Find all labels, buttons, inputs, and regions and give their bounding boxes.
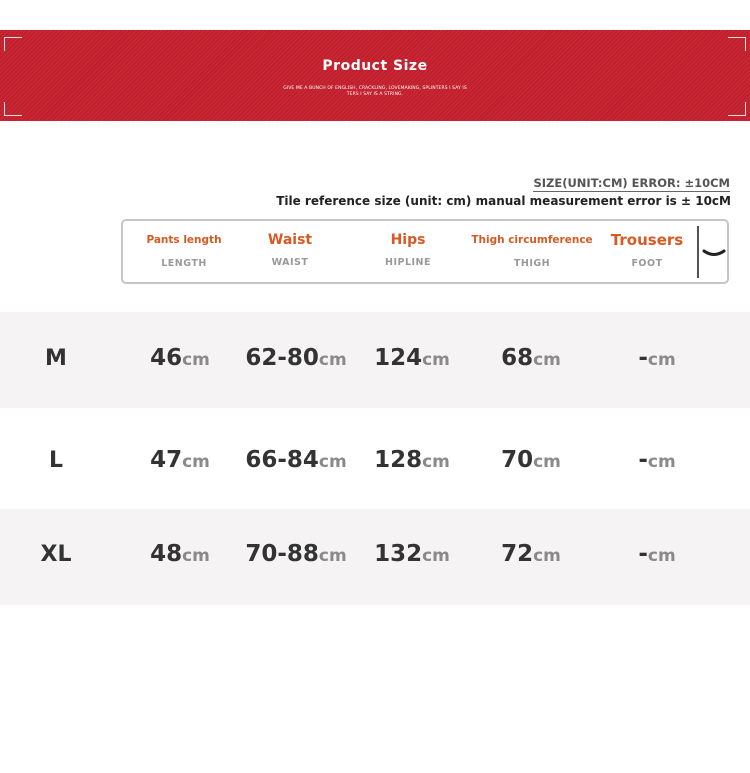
- cell-unit: cm: [318, 452, 347, 472]
- banner-subtitle-line-1: GIVE ME A BUNCH OF ENGLISH, CRACKLING, LOVEMAKING, SPLINTERS I SAY IS: [283, 86, 467, 91]
- cell-foot: [592, 541, 722, 567]
- cell-waist: [231, 345, 361, 371]
- legend-thigh-circumference: [467, 234, 597, 269]
- cell-foot: [592, 345, 722, 371]
- legend-waist: [233, 232, 347, 268]
- size-unit-note-text: SIZE(UNIT:CM) ERROR: ±10CM: [533, 176, 730, 190]
- cell-value: -: [638, 447, 648, 473]
- frame-corner-bottom-right: [728, 102, 746, 116]
- cell-hips: [347, 345, 477, 371]
- cell-foot: [592, 447, 722, 473]
- cell-waist: [231, 447, 361, 473]
- chevron-down-icon[interactable]: [702, 247, 726, 261]
- size-label: XL: [40, 542, 72, 567]
- cell-unit: cm: [318, 546, 347, 566]
- frame-corner-bottom-left: [4, 102, 22, 116]
- size-label: L: [48, 448, 64, 473]
- cell-unit: cm: [182, 546, 210, 566]
- frame-corner-top-left: [4, 37, 22, 51]
- cell-value: 128: [374, 447, 423, 473]
- legend-trousers: [597, 231, 697, 269]
- cell-value: 70: [501, 447, 534, 473]
- cell-value: 62-80: [245, 345, 319, 371]
- legend-sublabel: WAIST: [271, 257, 309, 268]
- cell-value: 132: [374, 541, 423, 567]
- size-unit-note: [400, 176, 730, 190]
- cell-unit: cm: [318, 350, 347, 370]
- cell-value: 46: [150, 345, 183, 371]
- cell-value: -: [638, 345, 648, 371]
- cell-value: -: [638, 541, 648, 567]
- cell-value: 48: [150, 541, 183, 567]
- table-row-xl: [0, 509, 750, 605]
- table-row-m: [0, 312, 750, 408]
- legend-sublabel: HIPLINE: [385, 257, 431, 268]
- cell-value: 68: [501, 345, 534, 371]
- legend-label: Pants length: [146, 234, 222, 246]
- cell-waist: [231, 541, 361, 567]
- measurement-reference-note: Tile reference size (unit: cm) manual measurement error is ± 10cM: [276, 194, 731, 208]
- cell-value: 47: [150, 447, 183, 473]
- cell-thigh: [466, 447, 596, 473]
- legend-sublabel: LENGTH: [161, 258, 207, 269]
- cell-unit: cm: [422, 546, 450, 566]
- banner-subtitle: [255, 86, 495, 98]
- cell-unit: cm: [422, 350, 450, 370]
- legend-hips: [349, 232, 467, 268]
- cell-value: 124: [374, 345, 423, 371]
- legend-label: Hips: [390, 232, 426, 248]
- banner-title: Product Size: [322, 58, 428, 74]
- size-label: M: [45, 346, 67, 371]
- cell-unit: cm: [533, 452, 561, 472]
- cell-unit: cm: [533, 546, 561, 566]
- cell-unit: cm: [533, 350, 561, 370]
- table-row-l: [0, 412, 750, 508]
- cell-value: 70-88: [245, 541, 319, 567]
- cell-length: [115, 447, 245, 473]
- legend-label: Trousers: [610, 231, 684, 249]
- legend-sublabel: FOOT: [631, 258, 663, 269]
- cell-unit: cm: [182, 452, 210, 472]
- cell-thigh: [466, 345, 596, 371]
- frame-corner-top-right: [728, 37, 746, 51]
- cell-length: [115, 541, 245, 567]
- legend-label: Waist: [267, 232, 313, 248]
- cell-length: [115, 345, 245, 371]
- legend-label: Thigh circumference: [471, 234, 593, 246]
- banner-subtitle-line-2: TERS I SAY IS A STRING.: [346, 92, 404, 97]
- cell-thigh: [466, 541, 596, 567]
- legend-divider: [697, 226, 699, 278]
- cell-value: 72: [501, 541, 534, 567]
- cell-hips: [347, 541, 477, 567]
- cell-hips: [347, 447, 477, 473]
- cell-unit: cm: [647, 350, 676, 370]
- cell-unit: cm: [647, 452, 676, 472]
- cell-unit: cm: [182, 350, 210, 370]
- cell-unit: cm: [422, 452, 450, 472]
- product-size-banner: [0, 30, 750, 121]
- legend-pants-length: [123, 234, 245, 269]
- cell-value: 66-84: [245, 447, 319, 473]
- measurement-legend: [121, 219, 729, 284]
- cell-unit: cm: [647, 546, 676, 566]
- legend-sublabel: THIGH: [513, 258, 551, 269]
